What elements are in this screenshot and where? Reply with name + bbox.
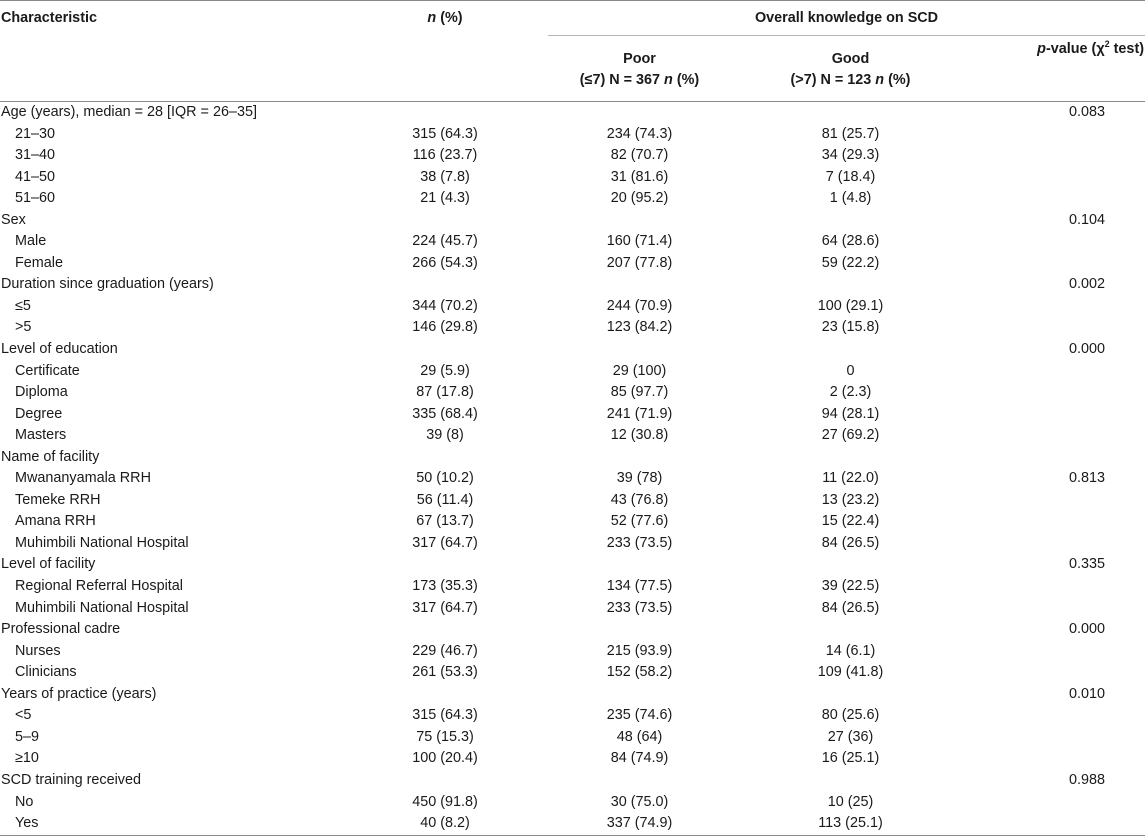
- row-pvalue: [970, 662, 1145, 684]
- row-n-percent: 67 (13.7): [416, 513, 474, 530]
- row-poor: 29 (100): [612, 362, 667, 379]
- table-group-row: [0, 554, 1145, 576]
- header-poor-prefix: (≤7) N = 367: [579, 71, 665, 88]
- row-pvalue: [970, 167, 1145, 189]
- row-pvalue: [970, 447, 1145, 469]
- row-good: 109 (41.8): [817, 664, 884, 681]
- row-pvalue: 0.988: [1069, 771, 1106, 788]
- row-poor: [548, 684, 731, 706]
- table-row: [0, 813, 1145, 835]
- row-n-percent: 39 (8): [426, 427, 464, 444]
- row-poor: 160 (71.4): [606, 233, 673, 250]
- row-pvalue: [970, 382, 1145, 404]
- header-good-title: Good: [831, 50, 870, 67]
- row-n-percent: 38 (7.8): [420, 168, 470, 185]
- row-label: 31–40: [15, 147, 56, 164]
- table-row: [0, 296, 1145, 318]
- row-good: 113 (25.1): [731, 813, 970, 835]
- row-poor: 233 (73.5): [606, 599, 673, 616]
- table-row: [0, 705, 1145, 727]
- header-good-suffix: (%): [884, 71, 911, 88]
- row-pvalue: 0.083: [1069, 104, 1106, 120]
- row-label: Mwananyamala RRH: [15, 470, 151, 487]
- row-good: 39 (22.5): [821, 578, 880, 595]
- row-good: 81 (25.7): [821, 125, 880, 142]
- table-group-row: [0, 619, 1145, 641]
- row-good: 100 (29.1): [817, 297, 884, 314]
- row-pvalue: [970, 748, 1145, 770]
- table-row: [0, 511, 1145, 533]
- row-poor: 234 (74.3): [606, 125, 673, 142]
- row-n-percent: 266 (54.3): [412, 254, 478, 271]
- row-good: 0: [846, 362, 855, 379]
- row-poor: 134 (77.5): [606, 578, 673, 595]
- row-label: Certificate: [15, 362, 80, 379]
- row-pvalue: 0.002: [1069, 276, 1106, 293]
- header-good-n: n: [875, 71, 885, 88]
- row-label: 51–60: [15, 190, 56, 207]
- table-group-row: [0, 210, 1145, 232]
- row-poor: [548, 770, 731, 792]
- row-label: Degree: [15, 405, 63, 422]
- header-good-detail: [731, 70, 970, 91]
- row-pvalue: [970, 533, 1145, 555]
- header-n-suffix: (%): [436, 10, 463, 26]
- row-poor: 215 (93.9): [606, 642, 673, 659]
- row-poor: 30 (75.0): [610, 793, 669, 810]
- table-body: [0, 102, 1145, 836]
- row-label: >5: [15, 319, 32, 336]
- row-poor: 207 (77.8): [606, 254, 673, 271]
- row-poor: 31 (81.6): [610, 168, 669, 185]
- row-good: 11 (22.0): [822, 470, 879, 487]
- row-n-percent: 317 (64.7): [412, 534, 478, 551]
- row-pvalue: [970, 511, 1145, 533]
- row-label: Male: [15, 233, 47, 250]
- row-poor: [548, 447, 731, 469]
- row-pvalue: [970, 576, 1145, 598]
- table-group-row: [0, 684, 1145, 706]
- row-n-percent: 224 (45.7): [412, 233, 478, 250]
- row-n-percent: [342, 102, 548, 124]
- row-pvalue: [970, 317, 1145, 339]
- table-group-row: [0, 447, 1145, 469]
- row-good: 14 (6.1): [825, 642, 876, 659]
- row-n-percent: 75 (15.3): [416, 728, 474, 745]
- row-poor: [548, 274, 731, 296]
- row-poor: 39 (78): [616, 470, 663, 487]
- row-label: Sex: [1, 211, 26, 228]
- row-n-percent: 29 (5.9): [420, 362, 470, 379]
- row-label: ≥10: [15, 750, 39, 767]
- row-pvalue: [970, 792, 1145, 814]
- table-header: [0, 1, 1145, 102]
- row-pvalue: [970, 490, 1145, 512]
- header-pvalue: [970, 36, 1145, 102]
- row-n-percent: [342, 684, 548, 706]
- row-pvalue: [970, 404, 1145, 426]
- table-row: [0, 382, 1145, 404]
- header-pvalue-end: test): [1109, 41, 1145, 57]
- header-n-italic: n: [427, 10, 437, 26]
- row-good: 27 (36): [827, 728, 874, 745]
- row-label: Years of practice (years): [1, 685, 157, 702]
- header-n-percent: [342, 1, 548, 102]
- row-label: ≤5: [15, 297, 31, 314]
- header-poor: [548, 36, 731, 102]
- table-row: [0, 662, 1145, 684]
- header-poor-n: n: [664, 71, 673, 88]
- header-poor-detail: [548, 70, 731, 91]
- row-poor: 152 (58.2): [606, 664, 673, 681]
- table-row: [0, 468, 1145, 490]
- row-pvalue: 0.000: [1069, 341, 1106, 358]
- row-poor: 48 (64): [616, 728, 663, 745]
- row-label: 41–50: [15, 168, 56, 185]
- row-label: Age (years), median = 28 [IQR = 26–35]: [1, 104, 257, 120]
- row-pvalue: [970, 145, 1145, 167]
- row-good: 84 (26.5): [821, 534, 880, 551]
- row-good: [731, 102, 970, 124]
- row-n-percent: 335 (68.4): [412, 405, 478, 422]
- row-label: Level of facility: [1, 556, 96, 573]
- row-n-percent: [342, 447, 548, 469]
- header-good-prefix: (>7) N = 123: [790, 71, 876, 88]
- row-poor: 244 (70.9): [606, 297, 673, 314]
- row-good: 1 (4.8): [829, 190, 872, 207]
- row-pvalue: 0.104: [1069, 211, 1106, 228]
- table-row: [0, 231, 1145, 253]
- row-pvalue: [970, 813, 1145, 835]
- row-pvalue: [970, 296, 1145, 318]
- table-row: [0, 641, 1145, 663]
- row-label: SCD training received: [1, 771, 141, 788]
- table-row: [0, 145, 1145, 167]
- table-row: [0, 576, 1145, 598]
- row-n-percent: 100 (20.4): [412, 750, 478, 767]
- table-row: [0, 425, 1145, 447]
- row-good: 10 (25): [827, 793, 874, 810]
- header-poor-title: Poor: [623, 50, 656, 67]
- row-n-percent: [342, 339, 548, 361]
- row-poor: 20 (95.2): [610, 190, 669, 207]
- row-n-percent: 229 (46.7): [412, 642, 478, 659]
- row-label: 5–9: [15, 728, 40, 745]
- table-row: [0, 124, 1145, 146]
- row-n-percent: 315 (64.3): [412, 125, 478, 142]
- row-good: 15 (22.4): [821, 513, 880, 530]
- row-poor: [548, 554, 731, 576]
- row-good: [731, 554, 970, 576]
- row-n-percent: 50 (10.2): [416, 470, 474, 487]
- row-good: 2 (2.3): [829, 384, 872, 401]
- row-label: Clinicians: [15, 664, 77, 681]
- row-pvalue: [970, 727, 1145, 749]
- table-group-row: [0, 339, 1145, 361]
- row-poor: [548, 102, 731, 124]
- table-row: [0, 727, 1145, 749]
- row-pvalue: [970, 253, 1145, 275]
- table-row: [0, 533, 1145, 555]
- row-good: 80 (25.6): [821, 707, 880, 724]
- row-pvalue: [970, 641, 1145, 663]
- row-pvalue: 0.000: [1069, 621, 1106, 638]
- row-n-percent: 56 (11.4): [416, 491, 474, 508]
- table-group-row: [0, 102, 1145, 124]
- table-row: [0, 404, 1145, 426]
- table-row: [0, 167, 1145, 189]
- row-poor: 233 (73.5): [606, 534, 673, 551]
- row-pvalue: [970, 425, 1145, 447]
- row-label: Level of education: [1, 341, 118, 358]
- row-pvalue: 0.010: [1069, 685, 1106, 702]
- row-n-percent: 450 (91.8): [412, 793, 478, 810]
- row-label: Female: [15, 254, 63, 271]
- header-poor-suffix: (%): [672, 71, 700, 88]
- row-poor: 235 (74.6): [606, 707, 673, 724]
- row-label: Duration since graduation (years): [1, 276, 214, 293]
- header-characteristic: Characteristic: [0, 1, 342, 102]
- table-row: [0, 748, 1145, 770]
- header-pvalue-p: p: [1037, 41, 1046, 57]
- row-good: 84 (26.5): [821, 599, 880, 616]
- row-good: 64 (28.6): [821, 233, 880, 250]
- row-pvalue: [970, 188, 1145, 210]
- row-pvalue: [970, 231, 1145, 253]
- row-n-percent: 317 (64.7): [412, 599, 478, 616]
- row-poor: 12 (30.8): [610, 427, 669, 444]
- row-good: 59 (22.2): [821, 254, 880, 271]
- row-n-percent: 315 (64.3): [412, 707, 478, 724]
- table-row: [0, 361, 1145, 383]
- table-row: [0, 792, 1145, 814]
- row-n-percent: 21 (4.3): [420, 190, 470, 207]
- row-poor: 337 (74.9): [548, 813, 731, 835]
- row-n-percent: [342, 619, 548, 641]
- row-good: 7 (18.4): [825, 168, 876, 185]
- row-label: Yes: [0, 813, 342, 835]
- header-good: [731, 36, 970, 102]
- row-label: Name of facility: [1, 448, 100, 465]
- row-pvalue: [970, 598, 1145, 620]
- row-label: 21–30: [15, 125, 56, 142]
- row-pvalue: 0.335: [1069, 556, 1106, 573]
- row-label: Professional cadre: [1, 621, 121, 638]
- row-pvalue: [970, 705, 1145, 727]
- row-label: Muhimbili National Hospital: [15, 599, 189, 616]
- row-n-percent: 116 (23.7): [412, 147, 478, 164]
- row-label: No: [15, 793, 34, 810]
- row-label: Diploma: [15, 384, 68, 401]
- row-n-percent: [342, 210, 548, 232]
- header-overall-knowledge: Overall knowledge on SCD: [548, 1, 1145, 36]
- row-poor: 52 (77.6): [610, 513, 669, 530]
- row-poor: 241 (71.9): [606, 405, 673, 422]
- row-good: [731, 619, 970, 641]
- row-pvalue: [970, 124, 1145, 146]
- row-label: Temeke RRH: [15, 491, 101, 508]
- row-good: [731, 770, 970, 792]
- row-label: <5: [15, 707, 32, 724]
- row-n-percent: 173 (35.3): [412, 578, 478, 595]
- row-good: [731, 447, 970, 469]
- row-pvalue: 0.813: [1069, 470, 1106, 487]
- row-good: [731, 210, 970, 232]
- row-label: Amana RRH: [15, 513, 96, 530]
- table-group-row: [0, 274, 1145, 296]
- row-good: 16 (25.1): [821, 750, 880, 767]
- row-label: Regional Referral Hospital: [15, 578, 183, 595]
- row-poor: 82 (70.7): [610, 147, 669, 164]
- row-pvalue: [970, 361, 1145, 383]
- table-row: [0, 317, 1145, 339]
- row-poor: [548, 210, 731, 232]
- row-poor: [548, 339, 731, 361]
- row-n-percent: [342, 274, 548, 296]
- row-poor: 123 (84.2): [606, 319, 673, 336]
- header-pvalue-mid: -value (χ: [1045, 41, 1105, 57]
- row-label: Muhimbili National Hospital: [15, 534, 189, 551]
- header-pvalue-sup: 2: [1104, 39, 1110, 50]
- row-n-percent: 40 (8.2): [342, 813, 548, 835]
- row-n-percent: 87 (17.8): [416, 384, 474, 401]
- row-good: [731, 274, 970, 296]
- table-row: [0, 598, 1145, 620]
- row-n-percent: 344 (70.2): [412, 297, 478, 314]
- row-n-percent: 261 (53.3): [412, 664, 478, 681]
- row-good: [731, 339, 970, 361]
- row-poor: 85 (97.7): [610, 384, 669, 401]
- row-good: 34 (29.3): [821, 147, 880, 164]
- row-good: 23 (15.8): [821, 319, 880, 336]
- row-poor: 43 (76.8): [610, 491, 669, 508]
- row-n-percent: 146 (29.8): [412, 319, 478, 336]
- row-label: Masters: [15, 427, 67, 444]
- row-good: 13 (23.2): [821, 491, 880, 508]
- table-row: [0, 490, 1145, 512]
- row-good: 94 (28.1): [821, 405, 880, 422]
- row-poor: [548, 619, 731, 641]
- row-n-percent: [342, 554, 548, 576]
- row-label: Nurses: [15, 642, 61, 659]
- row-good: 27 (69.2): [821, 427, 880, 444]
- table-group-row: [0, 770, 1145, 792]
- row-good: [731, 684, 970, 706]
- row-n-percent: [342, 770, 548, 792]
- row-poor: 84 (74.9): [610, 750, 669, 767]
- table-row: [0, 253, 1145, 275]
- table-row: [0, 188, 1145, 210]
